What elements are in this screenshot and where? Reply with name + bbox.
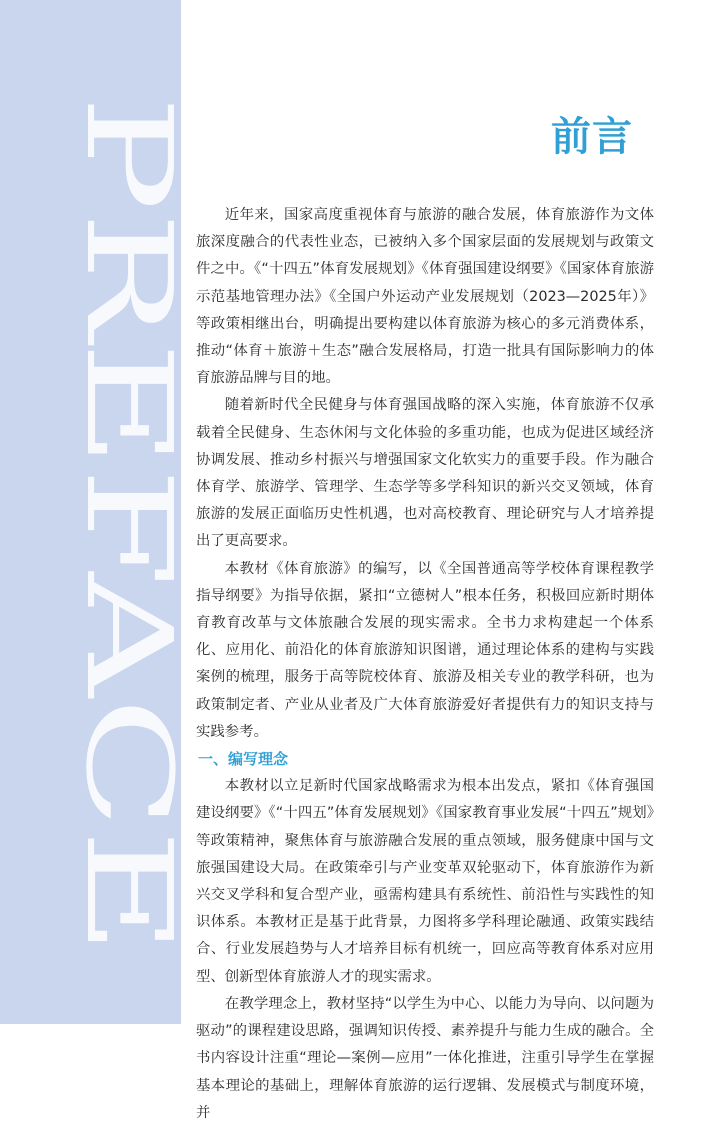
paragraph: 本教材以立足新时代国家战略需求为根本出发点，紧扣《体育强国建设纲要》《“十四五”体育发展规划》《国家教育事业发展“十四五”规划》等政策精神，聚焦体育与旅游融合发展的重点领域，服务健康中国与文旅强国建设大局。在政策牵引与产业变革双轮驱动下，体育旅游作为新兴交叉学科和复合型产业，亟需构建具有系统性、前沿性与实践性的知识体系。本教材正是基于此背景，力图将多学科理论融通、政策实践结合、行业发展趋势与人才培养目标有机统一，回应高等教育体系对应用型、创新型体育旅游人才的现实需求。 [196, 778, 654, 985]
watermark-text: PREFACE [60, 95, 198, 683]
section-heading: 一、编写理念 [198, 750, 289, 769]
paragraph: 本教材《体育旅游》的编写，以《全国普通高等学校体育课程教学指导纲要》为指导依据，紧扣“立德树人”根本任务，积极回应新时期体育教育改革与文体旅融合发展的现实需求。全书力求构建起一个体系化、应用化、前沿化的体育旅游知识图谱，通过理论体系的建构与实践案例的梳理，服务于高等院校体育、旅游及相关专业的教学科研，也为政策制定者、产业从业者及广大体育旅游爱好者提供有力的知识支持与实践参考。 [196, 560, 654, 740]
paragraph: 在教学理念上，教材坚持“以学生为中心、以能力为导向、以问题为驱动”的课程建设思路，强调知识传授、素养提升与能力生成的融合。全书内容设计注重“理论—案例—应用”一体化推进，注重引导学生在掌握基本理论的基础上，理解体育旅游的运行逻辑、发展模式与制度环境，并 [196, 995, 654, 1121]
side-band [0, 0, 198, 1024]
paragraph: 近年来，国家高度重视体育与旅游的融合发展，体育旅游作为文体旅深度融合的代表性业态，已被纳入多个国家层面的发展规划与政策文件之中。《“十四五”体育发展规划》《体育强国建设纲要》《国家体育旅游示范基地管理办法》《全国户外运动产业发展规划（2023—2025年）》等政策相继出台，明确提出要构建以体育旅游为核心的多元消费体系，推动“体育＋旅游＋生态”融合发展格局，打造一批具有国际影响力的体育旅游品牌与目的地。 [196, 207, 654, 387]
preface-watermark [48, 95, 198, 955]
body-content [196, 202, 654, 1127]
page-title: 前言 [551, 114, 633, 160]
paragraph: 随着新时代全民健身与体育强国战略的深入实施，体育旅游不仅承载着全民健身、生态休闲与文化体验的多重功能，也成为促进区域经济协调发展、推动乡村振兴与增强国家文化软实力的重要手段。作为融合体育学、旅游学、管理学、生态学等多学科知识的新兴交叉领域，体育旅游的发展正面临历史性机遇，也对高校教育、理论研究与人才培养提出了更高要求。 [196, 397, 654, 550]
